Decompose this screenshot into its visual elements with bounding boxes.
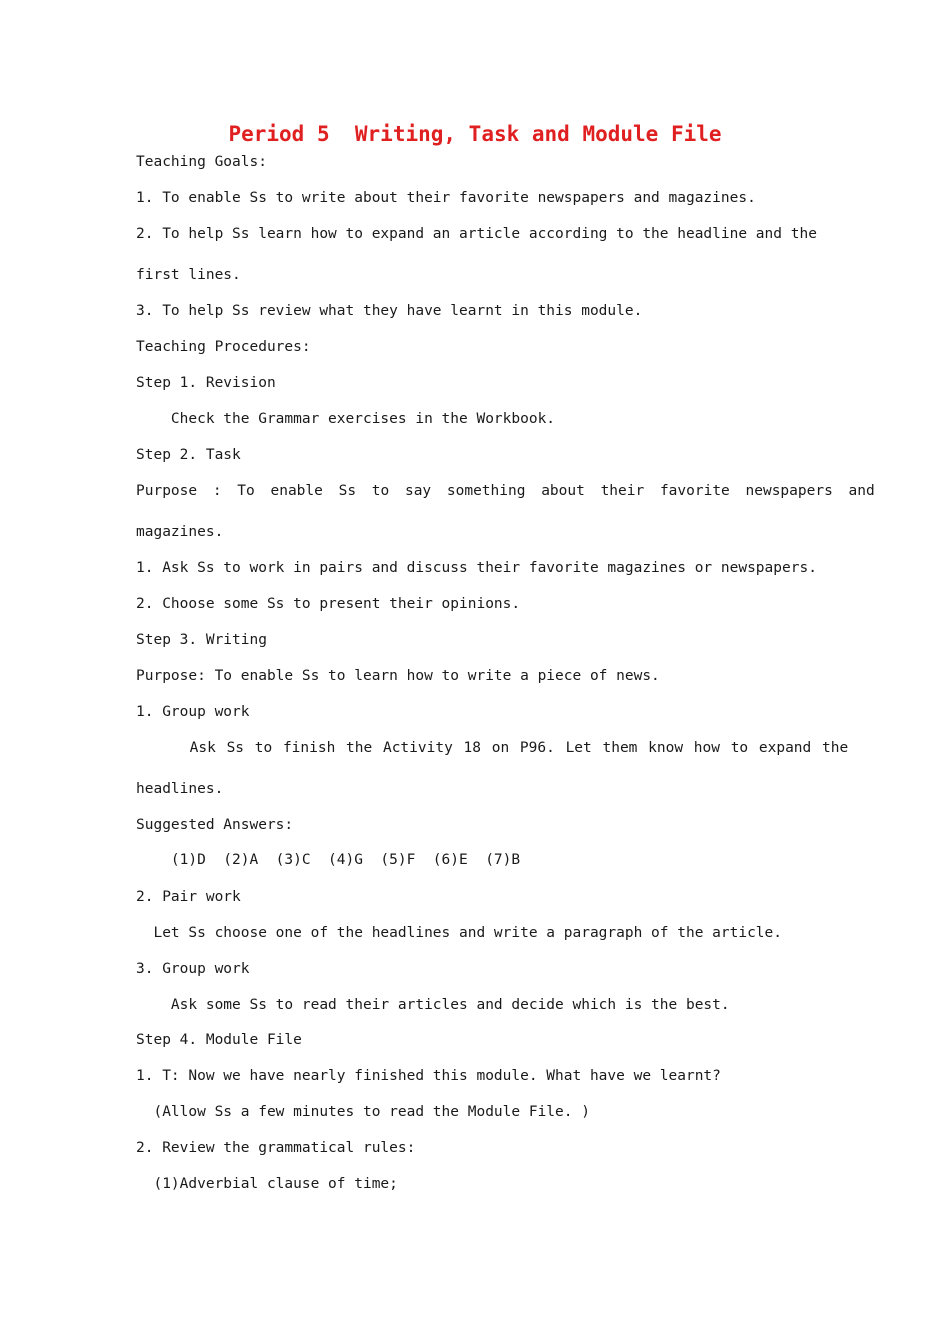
step-2-item-2: 2. Choose some Ss to present their opinions. xyxy=(136,596,521,612)
step-3-item-3-text: Ask some Ss to read their articles and decide which is the best. xyxy=(136,997,730,1013)
step-3-heading: Step 3. Writing xyxy=(136,632,267,648)
teaching-procedures-heading: Teaching Procedures: xyxy=(136,339,311,355)
step-3-item-3: 3. Group work xyxy=(136,961,250,977)
step-3-item-2-text: Let Ss choose one of the headlines and write a paragraph of the article. xyxy=(136,925,783,941)
step-3-item-1-text-continued: headlines. xyxy=(136,781,224,797)
goal-1: 1. To enable Ss to write about their favorite newspapers and magazines. xyxy=(136,190,756,206)
goal-2: 2. To help Ss learn how to expand an article according to the headline and the xyxy=(136,226,817,242)
step-4-item-1: 1. T: Now we have nearly finished this module. What have we learnt? xyxy=(136,1068,721,1084)
step-2-purpose: Purpose : To enable Ss to say something about their favorite newspapers and xyxy=(136,483,875,499)
step-3-purpose: Purpose: To enable Ss to learn how to write a piece of news. xyxy=(136,668,660,684)
step-3-item-1-text: Ask Ss to finish the Activity 18 on P96. Let them know how to expand the xyxy=(136,740,849,756)
step-3-item-2: 2. Pair work xyxy=(136,889,241,905)
goal-3: 3. To help Ss review what they have learnt in this module. xyxy=(136,303,643,319)
teaching-goals-heading: Teaching Goals: xyxy=(136,154,267,170)
suggested-answers: (1)D (2)A (3)C (4)G (5)F (6)E (7)B xyxy=(136,852,521,868)
step-4-item-2: 2. Review the grammatical rules: xyxy=(136,1140,416,1156)
step-4-heading: Step 4. Module File xyxy=(136,1032,302,1048)
document-title: Period 5 Writing, Task and Module File xyxy=(228,122,722,146)
step-4-item-1-note: (Allow Ss a few minutes to read the Module File. ) xyxy=(136,1104,590,1120)
step-3-item-1: 1. Group work xyxy=(136,704,250,720)
suggested-answers-heading: Suggested Answers: xyxy=(136,817,294,833)
step-1-text: Check the Grammar exercises in the Workbook. xyxy=(136,411,556,427)
step-2-purpose-continued: magazines. xyxy=(136,524,224,540)
step-4-item-2-rule-1: (1)Adverbial clause of time; xyxy=(136,1176,398,1192)
goal-2-continued: first lines. xyxy=(136,267,241,283)
step-2-heading: Step 2. Task xyxy=(136,447,241,463)
step-1-heading: Step 1. Revision xyxy=(136,375,276,391)
step-2-item-1: 1. Ask Ss to work in pairs and discuss their favorite magazines or newspapers. xyxy=(136,560,817,576)
